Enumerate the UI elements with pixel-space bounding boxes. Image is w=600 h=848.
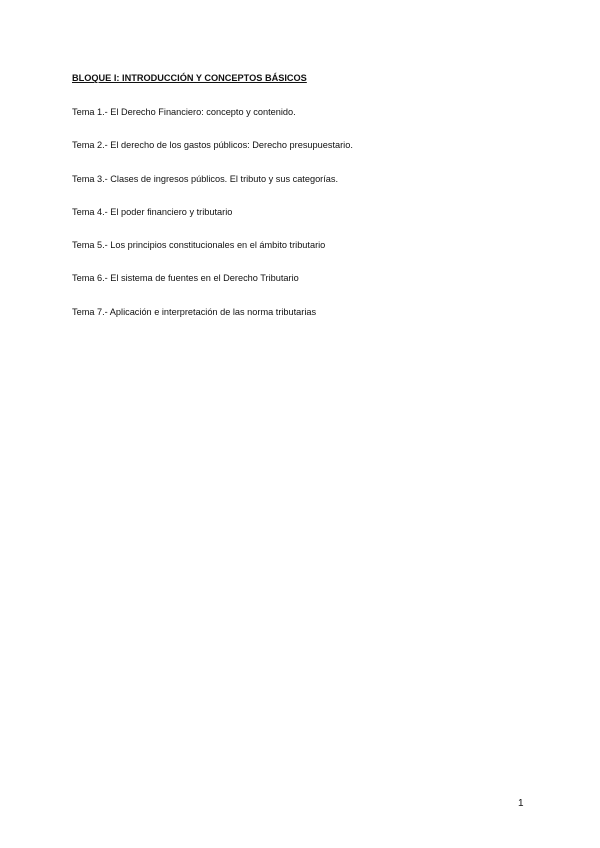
topic-item-2: Tema 2.- El derecho de los gastos públicos: Derecho presupuestario. [72, 140, 353, 151]
topic-item-4: Tema 4.- El poder financiero y tributario [72, 206, 233, 217]
topic-item-5: Tema 5.- Los principios constitucionales en el ámbito tributario [72, 240, 326, 251]
page-number: 1 [518, 798, 524, 809]
topic-item-3: Tema 3.- Clases de ingresos públicos. El tributo y sus categorías. [72, 173, 339, 184]
block-title: BLOQUE I: INTRODUCCIÓN Y CONCEPTOS BÁSICOS [72, 73, 307, 83]
topic-list [72, 107, 353, 340]
topic-item-7: Tema 7.- Aplicación e interpretación de las norma tributarias [72, 306, 317, 317]
topic-item-6: Tema 6.- El sistema de fuentes en el Derecho Tributario [72, 273, 299, 284]
topic-item-1: Tema 1.- El Derecho Financiero: concepto y contenido. [72, 107, 296, 117]
